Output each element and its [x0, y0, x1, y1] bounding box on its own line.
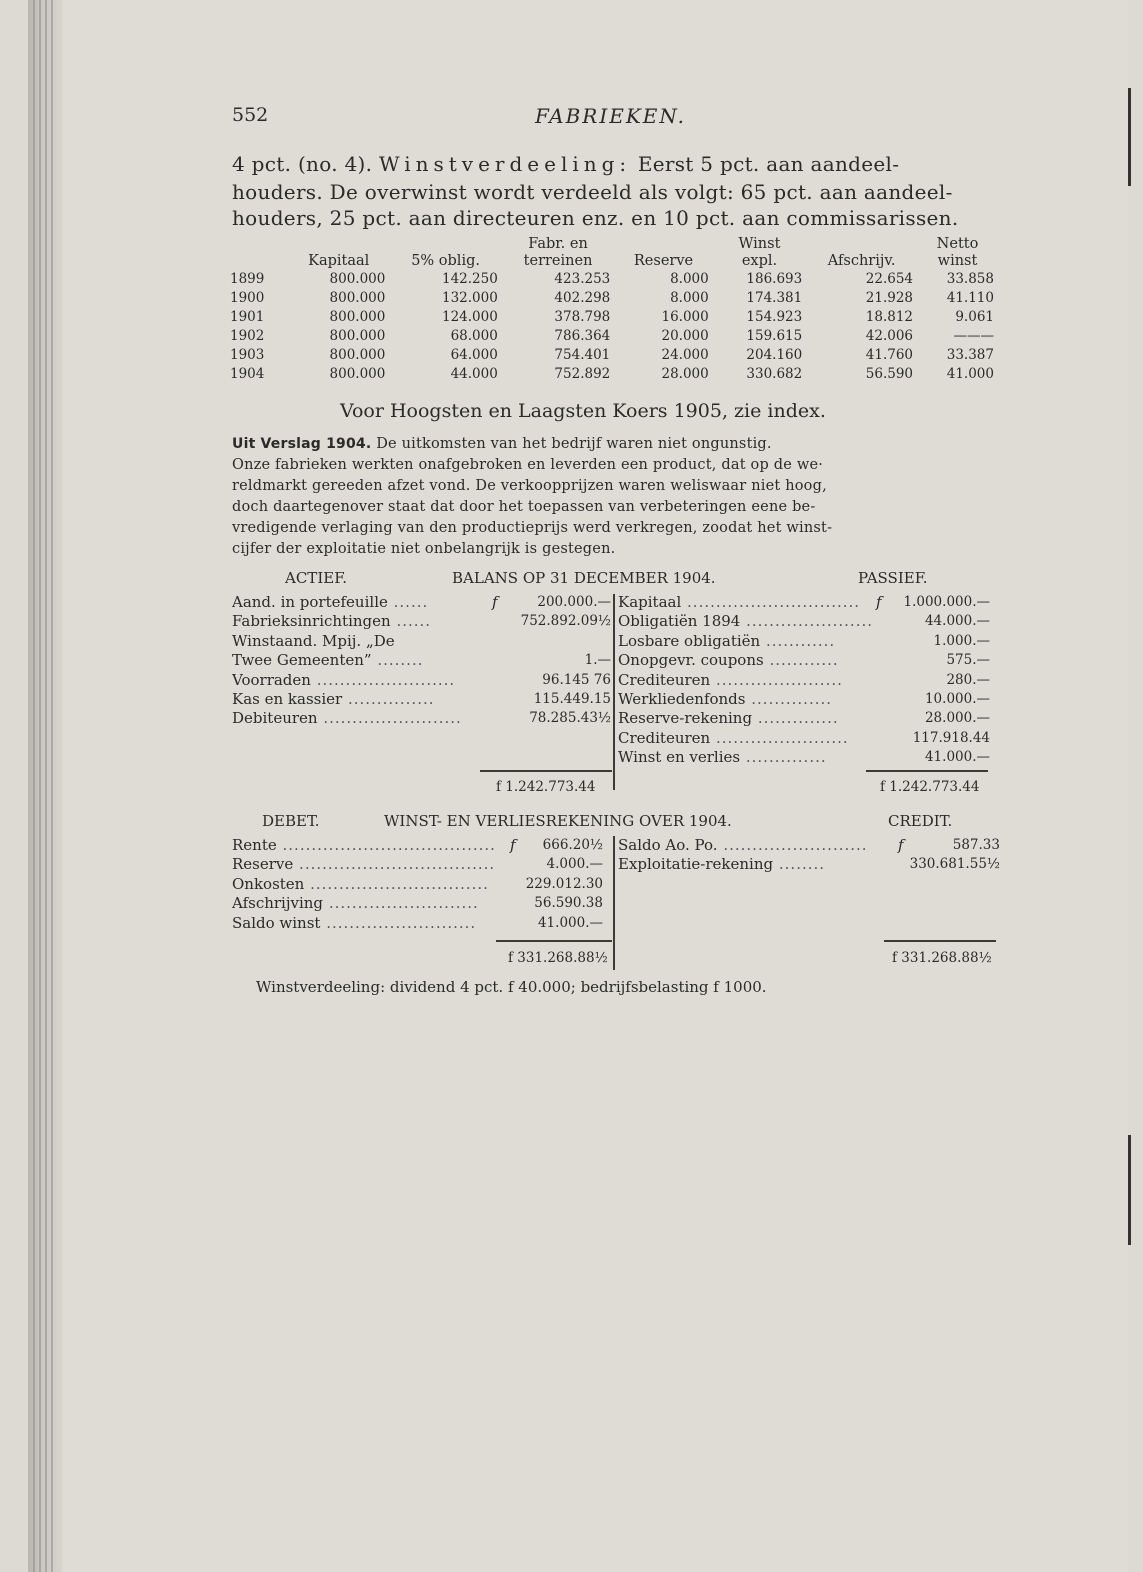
passief-row-amount: 280.—	[946, 671, 990, 688]
debet-row-label: Saldo winst ..........................	[232, 913, 477, 932]
passief-row-label: Crediteuren ......................	[618, 670, 843, 689]
verslag-line-4: doch daartegenover staat dat door het toepassen van verbeteringen eene be-	[232, 499, 816, 515]
table-header-top-cell-3: Fabr. en	[528, 236, 588, 252]
wv-title: WINST- EN VERLIESREKENING OVER 1904.	[384, 812, 732, 830]
winstverdeeling-heading: Winstverdeeling:	[378, 152, 632, 176]
debet-row-amount: 56.590.38	[534, 895, 603, 912]
table-cell: 33.387	[946, 347, 994, 363]
table-cell: 142.250	[442, 271, 498, 287]
table-header-cell-0	[226, 253, 288, 270]
table-cell: 21.928	[865, 290, 914, 306]
wv-divider	[613, 836, 615, 970]
balans-total-right: f 1.242.773.44	[880, 779, 980, 795]
passief-row-amount: 1.000.—	[933, 632, 990, 649]
passief-row-amount: 1.000.000.—	[903, 594, 990, 610]
table-cell: 8.000	[670, 271, 709, 287]
verslag-line-5: vredigende verlaging van den productieprijs werd verkregen, zoodat het winst-	[232, 520, 833, 536]
table-cell: 124.000	[442, 309, 498, 325]
verslag-line-3: reldmarkt gereeden afzet vond. De verkoopprijzen waren weliswaar niet hoog,	[232, 478, 827, 494]
actief-row-label: Debiteuren ........................	[232, 709, 462, 728]
balans-title: BALANS OP 31 DECEMBER 1904.	[452, 569, 716, 587]
wv-total-rule-right	[884, 940, 996, 942]
credit-row-currency: f	[898, 836, 904, 854]
intro-line-1: 4 pct. (no. 4). Winstverdeeling: Eerst 5 pct. aan aandeel-	[232, 152, 900, 176]
passief-row-label: Onopgevr. coupons ............	[618, 651, 839, 670]
table-cell: 1900	[230, 290, 265, 306]
table-row	[226, 365, 998, 384]
table-header-top-cell-4	[614, 236, 712, 253]
actief-row-label: Twee Gemeenten” ........	[232, 651, 424, 670]
table-cell: 41.000	[946, 366, 994, 382]
actief-row-amount: 200.000.—	[537, 594, 611, 610]
table-cell: 800.000	[329, 290, 386, 306]
passief-row-label: Crediteuren .......................	[618, 728, 849, 747]
table-row	[226, 289, 998, 308]
table-cell: 24.000	[661, 347, 709, 363]
passief-row-amount: 10.000.—	[924, 691, 990, 707]
wv-total-right: f 331.268.88½	[892, 950, 992, 966]
table-cell: 68.000	[450, 328, 498, 344]
table-row	[226, 308, 998, 327]
passief-row-label: Werkliedenfonds ..............	[618, 690, 833, 708]
table-row	[226, 270, 998, 289]
koers-note: Voor Hoogsten en Laagsten Koers 1905, zie index.	[340, 400, 826, 422]
actief-row-label: Voorraden ........................	[232, 670, 456, 689]
table-cell: 22.654	[865, 271, 914, 287]
balans-total-left: f 1.242.773.44	[496, 779, 596, 795]
table-cell: 186.693	[746, 271, 803, 287]
wv-total-rule-left	[496, 940, 612, 942]
actief-row-amount: 115.449.15	[533, 691, 611, 707]
verslag-label: Uit Verslag 1904.	[232, 436, 372, 452]
table-header-bottom	[226, 253, 998, 270]
table-cell: 64.000	[450, 347, 498, 363]
table-header-cell-5: expl.	[741, 253, 778, 269]
passief-row-label: Losbare obligatiën ............	[618, 631, 836, 650]
passief-row-label: Winst en verlies ..............	[618, 748, 827, 767]
wv-total-left: f 331.268.88½	[508, 950, 608, 966]
table-cell: 1899	[230, 271, 265, 287]
table-cell: 754.401	[554, 347, 611, 363]
edge-mark	[1128, 1135, 1131, 1245]
table-cell: 800.000	[329, 309, 386, 325]
section-title: FABRIEKEN.	[535, 104, 686, 128]
actief-row-amount: 1.—	[584, 652, 611, 669]
table-header-top-cell-7: Netto	[936, 236, 979, 252]
table-header-top-cell-6	[806, 236, 917, 253]
table-cell: 33.858	[946, 271, 994, 287]
actief-row-amount: 78.285.43½	[529, 710, 611, 727]
credit-row-amount: 587.33	[952, 837, 1000, 853]
debet-row-amount: 4.000.—	[546, 856, 603, 873]
table-cell: 1903	[230, 347, 265, 363]
table-header-top-cell-0	[226, 236, 288, 253]
table-cell: 42.006	[865, 328, 914, 344]
passief-row-label: Obligatiën 1894 ......................	[618, 612, 874, 631]
passief-row-label: Reserve-rekening ..............	[618, 709, 839, 728]
passief-row-amount: 44.000.—	[924, 613, 990, 630]
table-row	[226, 346, 998, 365]
actief-row-currency: f	[492, 593, 498, 611]
actief-row-amount: 752.892.09½	[520, 613, 611, 630]
table-cell: 1901	[230, 309, 265, 325]
table-cell: 41.110	[946, 290, 994, 306]
verslag-line-2: Onze fabrieken werkten onafgebroken en leverden een product, dat op de we·	[232, 457, 824, 473]
credit-row-label: Saldo Ao. Po. .........................	[618, 836, 868, 854]
debet-row-amount: 666.20½	[542, 837, 603, 853]
debet-row-amount: 41.000.—	[537, 914, 603, 931]
balans-divider	[613, 594, 615, 790]
passief-row-amount: 117.918.44	[912, 729, 990, 746]
passief-row-currency: f	[876, 593, 882, 611]
debet-row-currency: f	[510, 836, 516, 854]
table-cell: 41.760	[865, 347, 914, 363]
table-header-top-cell-2	[389, 236, 501, 253]
table-cell: 204.160	[746, 347, 803, 363]
balans-total-rule-right	[866, 770, 988, 772]
passief-row-amount: 41.000.—	[924, 749, 990, 766]
table-cell: 44.000	[450, 366, 498, 382]
actief-heading: ACTIEF.	[285, 569, 348, 587]
table-cell: 9.061	[955, 309, 994, 325]
debet-row-label: Onkosten ...............................	[232, 874, 489, 893]
debet-row-label: Afschrijving ..........................	[232, 894, 479, 913]
actief-row-amount: 96.145 76	[542, 671, 611, 688]
credit-heading: CREDIT.	[888, 812, 953, 830]
table-cell: 1902	[230, 328, 265, 344]
table-header-top-cell-5: Winst	[738, 236, 781, 252]
page-binding-edge	[28, 0, 62, 1572]
table-row	[226, 327, 998, 346]
table-cell: 402.298	[554, 290, 611, 306]
actief-row-label: Winstaand. Mpij. „De	[232, 631, 395, 650]
table-cell: 28.000	[661, 366, 709, 382]
table-cell: 16.000	[661, 309, 709, 325]
passief-row-amount: 28.000.—	[924, 710, 990, 727]
table-header-cell-4: Reserve	[633, 253, 694, 269]
edge-mark	[1128, 88, 1131, 186]
table-header-top	[226, 236, 998, 253]
table-cell: 56.590	[865, 366, 914, 382]
table-header-top-cell-1	[288, 236, 389, 253]
table-header-cell-3: terreinen	[523, 253, 593, 269]
table-cell: 20.000	[661, 328, 709, 344]
table-cell: 800.000	[329, 366, 386, 382]
table-cell: ———	[953, 328, 994, 344]
debet-row-label: Rente .....................................	[232, 836, 496, 854]
table-cell: 800.000	[329, 347, 386, 363]
debet-row-amount: 229.012.30	[525, 875, 603, 892]
table-cell: 330.682	[746, 366, 803, 382]
table-cell: 800.000	[329, 271, 386, 287]
table-header-cell-7: winst	[937, 253, 978, 269]
actief-row-label: Kas en kassier ...............	[232, 690, 435, 708]
passief-row-label: Kapitaal ..............................	[618, 593, 861, 611]
table-cell: 174.381	[746, 290, 803, 306]
actief-row-label: Fabrieksinrichtingen ......	[232, 612, 432, 631]
table-cell: 8.000	[670, 290, 709, 306]
credit-row-label: Exploitatie-rekening ........	[618, 855, 826, 874]
table-header-cell-1: Kapitaal	[308, 253, 370, 269]
verslag-line-6: cijfer der exploitatie niet onbelangrijk is gestegen.	[232, 541, 616, 557]
page-number: 552	[232, 104, 269, 126]
debet-heading: DEBET.	[262, 812, 320, 830]
table-cell: 159.615	[746, 328, 803, 344]
intro-line-3: houders, 25 pct. aan directeuren enz. en 10 pct. aan commissarissen.	[232, 206, 959, 230]
passief-row-amount: 575.—	[946, 652, 990, 669]
intro-line-2: houders. De overwinst wordt verdeeld als volgt: 65 pct. aan aandeel-	[232, 180, 953, 204]
footer-note: Winstverdeeling: dividend 4 pct. f 40.000; bedrijfsbelasting f 1000.	[256, 978, 767, 996]
table-cell: 132.000	[442, 290, 498, 306]
table-cell: 1904	[230, 366, 265, 382]
table-cell: 154.923	[746, 309, 803, 325]
table-header-cell-6: Afschrijv.	[827, 253, 896, 269]
table-cell: 18.812	[865, 309, 914, 325]
passief-heading: PASSIEF.	[858, 569, 928, 587]
table-cell: 800.000	[329, 328, 386, 344]
debet-row-label: Reserve ..................................	[232, 855, 496, 874]
balans-total-rule-left	[480, 770, 612, 772]
credit-row-amount: 330.681.55½	[909, 856, 1000, 873]
table-cell: 423.253	[554, 271, 611, 287]
actief-row-label: Aand. in portefeuille ......	[232, 593, 429, 611]
table-header-cell-2: 5% oblig.	[411, 253, 480, 269]
table-cell: 752.892	[554, 366, 611, 382]
results-table	[226, 236, 998, 384]
table-cell: 378.798	[554, 309, 611, 325]
table-cell: 786.364	[554, 328, 611, 344]
verslag-line-1: Uit Verslag 1904. De uitkomsten van het bedrijf waren niet ongunstig.	[232, 436, 772, 452]
